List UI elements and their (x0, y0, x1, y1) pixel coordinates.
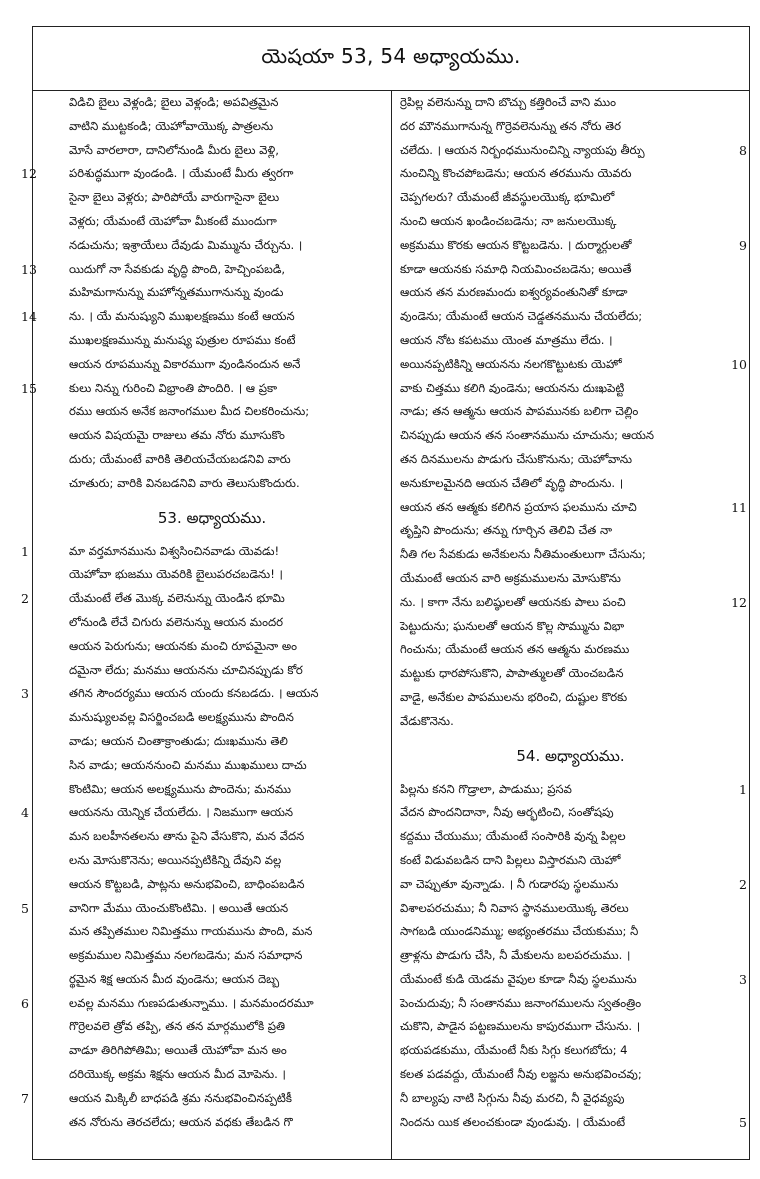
page-header (33, 27, 749, 91)
text-line (392, 519, 749, 543)
line-text: ను. । యే మనుష్యుని ముఖలక్షణము కంటే ఆయన (69, 309, 295, 324)
line-text: భయపడకుము, యేమంటే నీకు సిగ్గు కలుగబోదు; 4 (400, 1043, 628, 1058)
text-line (33, 139, 391, 163)
text-line (33, 329, 391, 353)
verse-number: 2 (739, 876, 747, 892)
line-text: చెప్పగలరు? యేమంటే జీవస్థులయొక్క భూమిలో (400, 190, 615, 205)
text-line (392, 1111, 749, 1135)
line-text: దరియొక్క అక్రమ శిక్షను ఆయన మీద మోపెను. । (69, 1067, 286, 1082)
text-line (33, 825, 391, 849)
verse-number: 5 (21, 900, 29, 916)
text-line (33, 186, 391, 210)
text-line (33, 563, 391, 587)
line-text: ముఖలక్షణమున్ను మనుష్య పుత్రుల రూపము కంటే (69, 332, 296, 347)
line-text: నీతి గల సేవకుడు అనేకులను నీతిమంతులుగా చేసును; (400, 547, 646, 562)
text-line (33, 281, 391, 305)
text-line (392, 472, 749, 496)
text-line (392, 1039, 749, 1063)
text-line (33, 472, 391, 496)
line-text: విశాలపరచుము; నీ నివాస స్థానములయొక్క తెరలు (400, 900, 629, 915)
verse-number: 10 (731, 356, 747, 372)
line-text: ఆయన పెరుగును; ఆయనకు మంచి రూపమైనా అం (69, 638, 298, 653)
text-line (33, 944, 391, 968)
verse-number: 7 (21, 1090, 29, 1106)
line-text: మోసే వారలారా, దానిలోనుండి మీరు బైలు వెళ్లి, (69, 142, 279, 157)
line-text: వెళ్లరు; యేమంటే యెహోవా మీకంటే ముందుగా (69, 213, 277, 228)
text-line (21, 1087, 391, 1111)
text-line (392, 377, 749, 401)
text-line (33, 754, 391, 778)
text-line (33, 1111, 391, 1135)
text-line (33, 115, 391, 139)
text-line (392, 944, 749, 968)
text-line (33, 210, 391, 234)
line-text: వేడుకొనెను. (400, 713, 454, 728)
line-text: పిల్లను కనని గొడ్రాలా, పాడుము; ప్రసవ (400, 781, 572, 796)
line-text: అనుకూలమైనది ఆయన చేతిలో వృద్ధి పొందును. । (400, 475, 624, 490)
text-line (392, 210, 749, 234)
text-line (392, 591, 749, 615)
left-column (21, 91, 392, 1159)
text-line (392, 968, 749, 992)
line-text: నాడు; తన ఆత్మను ఆయన పాపమునకు బలిగా చెల్లిం (400, 404, 639, 419)
line-text: కంటే విడువబడిన దాని పిల్లలు విస్తారమని యెహో (400, 852, 621, 867)
verse-number: 1 (21, 543, 29, 559)
line-text: సైనా బైలు వెళ్లరు; పారిపోయే వారుగాసైనా బైలు (69, 190, 280, 205)
text-line (392, 801, 749, 825)
chapter-heading (33, 496, 391, 540)
text-line (33, 778, 391, 802)
text-line (33, 91, 391, 115)
text-line (21, 377, 391, 401)
line-text: యేమంటే కుడి యెడమ వైపుల కూడా నీవు స్థలమును (400, 971, 637, 986)
text-line (392, 662, 749, 686)
text-line (392, 778, 749, 802)
text-line (392, 162, 749, 186)
verse-number: 15 (21, 380, 37, 396)
line-text: తన నోరును తెరచలేదు; ఆయన వధకు తేబడిన గొ (69, 1114, 293, 1129)
text-line (392, 1063, 749, 1087)
text-line (21, 897, 391, 921)
text-line (392, 825, 749, 849)
line-text: కలత పడవద్దు, యేమంటే నీవు లజ్జను అనుభవించవు; (400, 1067, 642, 1082)
verse-number: 9 (739, 237, 747, 253)
text-line (33, 1039, 391, 1063)
line-text: అక్రమము కొరకు ఆయన కొట్టబడెను. । దుర్మార్గులతో (400, 237, 632, 252)
text-line (392, 139, 749, 163)
line-text: అక్రమముల నిమిత్తము నలగబడెను; మన సమాధాన (69, 948, 303, 963)
text-line (33, 1063, 391, 1087)
verse-number: 6 (21, 995, 29, 1011)
line-text: గించును; యేమంటే ఆయన తన ఆత్మను మరణము (400, 642, 630, 657)
text-line (21, 801, 391, 825)
line-text: యెహోవా భుజము యెవరికి బైలుపరచబడెను! । (69, 567, 283, 582)
text-line (392, 638, 749, 662)
page-title: యెషయా 53, 54 అధ్యాయము. (261, 44, 521, 68)
text-line (392, 424, 749, 448)
text-line (392, 849, 749, 873)
text-line (392, 400, 749, 424)
line-text: నిందను యిక తలంచకుండా వుండువు. । యేమంటే (400, 1114, 626, 1129)
line-text: వాడూ తిరిగిపోతిమి; అయితే యెహోవా మన అం (69, 1043, 287, 1058)
text-line (392, 305, 749, 329)
line-text: 54. అధ్యాయము. (516, 746, 625, 765)
verse-number: 8 (739, 142, 747, 158)
text-line (21, 540, 391, 564)
line-text: చుకొని, పాడైన పట్టణములను కాపురముగా చేసును. । (400, 1019, 641, 1034)
line-text: విడిచి బైలు వెళ్లండి; బైలు వెళ్లండి; అపవిత్రమైన (69, 95, 279, 109)
line-text: 53. అధ్యాయము. (157, 508, 267, 527)
text-line (33, 448, 391, 472)
verse-number: 4 (21, 805, 29, 821)
verse-number: 14 (21, 309, 37, 325)
line-text: దమైనా లేదు; మనము ఆయనను చూచినప్పుడు కోర (69, 662, 303, 677)
line-text: యిదుగో నా సేవకుడు వృద్ధి పొంది, హెచ్చింపబడి, (69, 261, 286, 276)
line-text: ఆయన కొట్టబడి, పాట్లను అనుభవించి, బాధింపబడిన (69, 876, 305, 891)
line-text: వాడై, అనేకుల పాపములను భరించి, దుష్టుల కొరకు (400, 689, 628, 704)
line-text: లవల్ల మనము గుణపడుతున్నాము. । మనమందరమూ (69, 995, 314, 1010)
text-line (33, 706, 391, 730)
line-text: సిన వాడు; ఆయననుంచి మనము ముఖములు దాచు (69, 757, 307, 772)
line-text: నుంచి ఆయన ఖండించబడెను; నా జనులయొక్క (400, 213, 617, 228)
line-text: కూడా ఆయనకు సమాధి నియమించబడెను; అయితే (400, 261, 632, 276)
text-line (392, 91, 749, 115)
text-line (392, 1087, 749, 1111)
text-line (33, 659, 391, 683)
verse-number: 5 (739, 1114, 747, 1130)
line-text: కద్దము చేయుము; యేమంటే సంసారికి వున్న పిల్లల (400, 829, 626, 844)
line-text: తృప్తిని పొందును; తన్ను గూర్చిన తెలివి చేత నా (400, 523, 613, 538)
text-line (392, 448, 749, 472)
line-text: మనుష్యులవల్ల విసర్జించబడి అలక్ష్యమును పొందిన (69, 710, 294, 725)
text-line (392, 920, 749, 944)
line-text: కులు నిన్ను గురించి విభ్రాంతి పొందిరి. । ఆ ప్రకా (69, 380, 278, 395)
text-line (33, 611, 391, 635)
line-text: నడుచును; ఇశ్రాయేలు దేవుడు మిమ్మును చేర్చును. । (69, 237, 303, 252)
text-line (33, 849, 391, 873)
text-line (392, 1015, 749, 1039)
text-line (33, 920, 391, 944)
text-line (33, 234, 391, 258)
text-line (392, 615, 749, 639)
text-line (21, 305, 391, 329)
line-text: మన తప్పితముల నిమిత్తము గాయమును పొంది, మన (69, 924, 313, 939)
text-line (392, 686, 749, 710)
text-line (21, 587, 391, 611)
text-line (392, 329, 749, 353)
verse-number: 3 (739, 971, 747, 987)
text-line (392, 115, 749, 139)
text-line (392, 567, 749, 591)
line-text: యేమంటే ఆయన వారి అక్రమములను మోసుకొను (400, 570, 621, 585)
line-text: ఆయన తన ఆత్మకు కలిగిన ప్రయాస ఫలమును చూచి (400, 499, 637, 514)
line-text: దురు; యేమంటే వారికి తెలియచేయబడనివి వారు (69, 451, 291, 466)
line-text: పరిశుద్ధముగా వుండండి. । యేమంటే మీరు త్వరగా (69, 166, 294, 181)
text-line (392, 353, 749, 377)
line-text: మా వర్తమానమును విశ్వసించినవాడు యెవడు! (69, 543, 280, 558)
line-text: దర మౌనముగానున్న గొర్రెవలెనున్ను తన నోరు తెర (400, 118, 622, 133)
line-text: నీ బాల్యపు నాటి సిగ్గును నీవు మరచి, నీ వైధవ్యపు (400, 1090, 625, 1105)
text-line (33, 353, 391, 377)
text-line (33, 730, 391, 754)
page-frame (21, 26, 750, 1160)
verse-number: 11 (731, 499, 747, 515)
line-text: మన బలహీనతలను తాను పైని వేసుకొని, మన వేదన (69, 829, 305, 844)
line-text: అయినప్పటికిన్ని ఆయనను నలగకొట్టుటకు యెహో (400, 356, 622, 371)
line-text: మహిమగానున్ను మహోన్నతముగానున్ను వుండు (69, 285, 284, 300)
line-text: వాడు; ఆయన చింతాక్రాంతుడు; దుఃఖమును తెలి (69, 733, 288, 748)
line-text: ఆయన మిక్కిలీ బాధపడి శ్రమ ననుభవించినప్పటికీ (69, 1090, 292, 1105)
line-text: వాకు చిత్తము కలిగి వుండెను; ఆయనను దుఃఖపెట్టి (400, 380, 625, 395)
text-line (21, 162, 391, 186)
line-text: గొర్రెలవలె త్రోవ తప్పి, తన తన మార్గములోకి ప్రతి (69, 1019, 286, 1034)
line-text: యేమంటే లేత మొక్క వలెనున్ను యెండిన భూమి (69, 591, 285, 606)
line-text: లను మోసుకొనెను; అయినప్పటికిన్ని దేవుని వల్ల (69, 852, 282, 867)
line-text: త్రాళ్లను పొడుగు చేసి, నీ మేకులను బలపరచుము. । (400, 948, 631, 963)
line-text: వుండెను; యేమంటే ఆయన చెడ్డతనమును చేయలేదు; (400, 309, 643, 324)
line-text: లోనుండి లేచే చిగురు వలెనున్ను ఆయన మందర (69, 614, 284, 629)
line-text: చినప్పుడు ఆయన తన సంతానమును చూచును; ఆయన (400, 428, 655, 443)
text-line (392, 543, 749, 567)
line-text: చలేదు. । ఆయన నిర్బంధమునుంచిన్ని న్యాయపు తీర్పు (400, 142, 645, 157)
text-line (33, 1015, 391, 1039)
line-text: ఆయన విషయమై రాజులు తమ నోరు మూసుకొం (69, 428, 285, 443)
line-text: రము ఆయన అనేక జనాంగముల మీద చిలకరించును; (69, 404, 310, 419)
verse-number: 12 (21, 166, 37, 182)
line-text: తన దినములను పొడుగు చేసుకొనును; యెహోవాను (400, 451, 632, 466)
line-text: సాగబడి యుండనిమ్ము; అభ్యంతరము చేయకుము; నీ (400, 924, 639, 939)
line-text: వేదన పొందనిదానా, నీవు ఆర్భటించి, సంతోషపు (400, 805, 614, 820)
text-line (392, 258, 749, 282)
line-text: మట్టుకు ధారపోసుకొని, పాపాత్ములతో యెంచబడిన (400, 666, 624, 681)
line-text: పెట్టుదును; ఘనులతో ఆయన కొల్ల సొమ్మును విభా (400, 618, 625, 633)
text-line (33, 635, 391, 659)
verse-number: 2 (21, 591, 29, 607)
chapter-heading (392, 734, 749, 778)
line-text: తగిన సౌందర్యము ఆయన యందు కనబడదు. । ఆయన (69, 686, 319, 701)
text-line (21, 682, 391, 706)
text-line (33, 400, 391, 424)
line-text: ర్థమైన శిక్ష ఆయన మీద వుండెను; ఆయన దెబ్బ (69, 971, 280, 986)
line-text: ను. । కాగా నేను బలిష్ఠులతో ఆయనకు పాలు పంచి (400, 594, 626, 609)
text-line (392, 897, 749, 921)
text-line (21, 992, 391, 1016)
right-column (392, 91, 749, 1159)
text-line (392, 992, 749, 1016)
line-text: ఆయన రూపమున్ను వికారముగా వుండినందున అనే (69, 356, 301, 371)
line-text: వాటిని ముట్టకండి; యెహోవాయొక్క పాత్రలను (69, 118, 274, 133)
verse-number: 3 (21, 686, 29, 702)
line-text: నుంచిన్ని కొంచపోబడెను; ఆయన తరమును యెవరు (400, 166, 632, 181)
text-line (33, 424, 391, 448)
verse-number: 13 (21, 261, 37, 277)
line-text: ఆయన తన మరణమందు ఐశ్వర్యవంతునితో కూడా (400, 285, 628, 300)
verse-number: 1 (739, 781, 747, 797)
verse-number: 12 (731, 594, 747, 610)
line-text: కొంటిమి; ఆయన అలక్ష్యమును పొందెను; మనము (69, 781, 291, 796)
line-text: ఆయనను యెన్నిక చేయలేదు. । నిజముగా ఆయన (69, 805, 294, 820)
text-line (392, 710, 749, 734)
text-line (392, 281, 749, 305)
line-text: పెంచుదువు; నీ సంతానము జనాంగములను స్వతంత్రిం (400, 995, 642, 1010)
line-text: వానిగా మేము యెంచుకొంటిమి. । అయితే ఆయన (69, 900, 289, 915)
line-text: ఆయన నోట కపటము యెంత మాత్రము లేదు. । (400, 332, 613, 347)
line-text: వా చెప్పుతూ వున్నాడు. । నీ గుడారపు స్థలమును (400, 876, 619, 891)
text-line (33, 873, 391, 897)
text-line (392, 873, 749, 897)
line-text: ర్రెపిల్ల వలెనున్ను దాని బొచ్చు కత్తిరించే వాని ముం (400, 95, 616, 109)
line-text: చూతురు; వారికి వినబడనివి వారు తెలుసుకొందురు. (69, 475, 300, 490)
text-line (392, 234, 749, 258)
text-line (392, 496, 749, 520)
text-line (33, 968, 391, 992)
text-line (21, 258, 391, 282)
text-line (392, 186, 749, 210)
